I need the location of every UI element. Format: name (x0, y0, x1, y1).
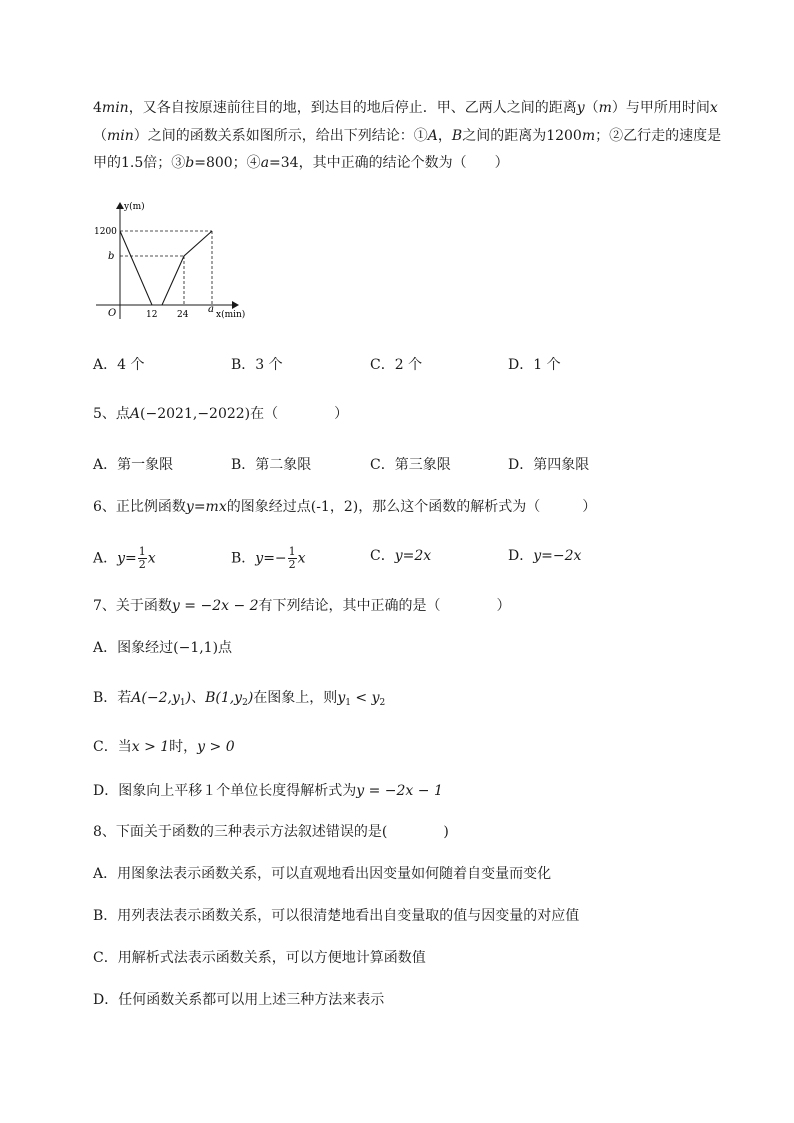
numerator: 1 (138, 545, 146, 558)
q7-option-c[interactable] (93, 737, 235, 757)
q4-math: A (427, 128, 438, 144)
q4-graph (88, 195, 258, 325)
q4-line-1 (93, 98, 718, 118)
subscript: 2 (379, 698, 386, 708)
q5-option-b[interactable]: B．第二象限 (231, 457, 312, 473)
q8-option-a[interactable]: A．用图象法表示函数关系，可以直观地看出因变量如何随着自变量而变化 (93, 866, 552, 882)
q6-option-a[interactable] (93, 546, 156, 571)
q7-text: 有下列结论，其中正确的是（ ） (258, 598, 511, 614)
q4-text: （ (584, 100, 599, 116)
q4-math: y (576, 100, 585, 116)
q7-text: 时， (169, 739, 198, 755)
q4-option-a[interactable]: A．4 个 (93, 357, 145, 373)
q7-option-a[interactable] (93, 638, 232, 658)
q6-math: y=2x (394, 548, 432, 564)
q4-math: min (107, 128, 134, 144)
q6-math: y=−2x (533, 548, 582, 564)
q7-text: 在图象上，则 (253, 690, 338, 706)
q7-text: 、 (191, 690, 206, 706)
q4-math: a (260, 155, 270, 171)
subscript: 2 (242, 698, 248, 708)
q4-text: （ (93, 128, 107, 144)
q4-line-2 (93, 126, 721, 146)
q7-math: < (350, 690, 372, 706)
q7-math: (−1,1) (173, 640, 219, 656)
option-letter: C． (370, 548, 395, 564)
q7-math: y (337, 690, 346, 706)
q5-stem (93, 404, 348, 424)
q6-text: 6、正比例函数 (93, 499, 186, 515)
q4-text: ）与甲所用时间 (611, 100, 710, 116)
q5-option-a[interactable]: A．第一象限 (93, 457, 174, 473)
y-tick-b: b (108, 251, 115, 262)
q4-text: ， (437, 128, 452, 144)
denominator: 2 (288, 558, 296, 571)
q7-math: ) (247, 690, 254, 706)
q7-text: D．图象向上平移１个单位长度得解析式为 (93, 783, 357, 799)
denominator: 2 (138, 558, 146, 571)
subscript: 1 (345, 698, 351, 708)
fraction (138, 546, 147, 571)
x-axis-label: x(min) (216, 310, 246, 320)
q4-text: 之间的距离为1200 (462, 128, 582, 144)
q5-text: 5、点 (93, 406, 130, 422)
q7-text: 7、关于函数 (93, 598, 172, 614)
y-tick-1200: 1200 (94, 227, 117, 237)
q7-option-b[interactable] (93, 688, 385, 713)
q8-option-d[interactable]: D．任何函数关系都可以用上述三种方法来表示 (93, 992, 385, 1008)
q4-option-b[interactable]: B．3 个 (231, 357, 283, 373)
q5-math: (−2021,−2022) (140, 406, 251, 422)
q6-math: y=mx (185, 499, 227, 515)
q6-math: x (297, 550, 306, 567)
q7-text: C．当 (93, 739, 132, 755)
q4-text: 甲的1.5倍；③ (93, 155, 186, 171)
q8-option-c[interactable]: C．用解析式法表示函数关系，可以方便地计算函数值 (93, 950, 426, 966)
q7-math: ) (185, 690, 192, 706)
q8-stem: 8、下面关于函数的三种表示方法叙述错误的是( ) (93, 824, 449, 840)
option-letter: A． (93, 550, 118, 567)
option-letter: D． (508, 548, 534, 564)
q4-math: min (101, 100, 129, 116)
q7-math: y > 0 (197, 739, 235, 755)
q7-math: A(−2,y (131, 690, 180, 706)
q6-text: 的图象经过点(-1，2)，那么这个函数的解析式为（ ） (226, 499, 597, 515)
q4-math: B (451, 128, 463, 144)
x-tick-a: a (208, 304, 214, 315)
q4-text: =800；④ (194, 155, 261, 171)
distance-graph-line (120, 231, 212, 305)
y-axis-label: y(m) (124, 202, 145, 212)
q5-option-c[interactable]: C．第三象限 (370, 457, 451, 473)
q5-math: A (129, 406, 141, 422)
numerator: 1 (288, 545, 296, 558)
q7-option-d[interactable] (93, 781, 443, 801)
q6-math: y=− (255, 550, 287, 567)
q4-text: ；②乙行走的速度是 (595, 128, 722, 144)
q4-line-3 (93, 153, 509, 173)
q4-text: ）之间的函数关系如图所示，给出下列结论：① (133, 128, 428, 144)
x-tick-12: 12 (146, 310, 158, 320)
q7-math: x > 1 (131, 739, 170, 755)
q7-math: y = −2x − 1 (356, 783, 443, 799)
q7-stem (93, 596, 511, 616)
q7-math: y (371, 690, 380, 706)
q4-math: b (185, 155, 195, 171)
q4-math: m (581, 128, 596, 144)
q7-math: y = −2x − 2 (171, 598, 259, 614)
q7-text: B．若 (93, 690, 132, 706)
fraction (288, 546, 297, 571)
option-letter: B． (231, 550, 256, 567)
q8-option-b[interactable]: B．用列表法表示函数关系，可以很清楚地看出自变量取的值与因变量的对应值 (93, 908, 580, 924)
q7-text: A．图象经过 (93, 640, 174, 656)
q5-text: 在（ ） (250, 406, 349, 422)
q6-math: x (147, 550, 156, 567)
q6-stem (93, 497, 596, 517)
q4-math: x (709, 100, 718, 116)
q6-option-c[interactable] (370, 546, 431, 566)
subscript: 1 (179, 698, 186, 708)
q7-math: B(1,y (205, 690, 243, 706)
q6-math: y= (117, 550, 137, 567)
q4-text: =34，其中正确的结论个数为（ ） (269, 155, 509, 171)
q7-text: 点 (218, 640, 233, 656)
q4-text: 4 (93, 100, 102, 116)
q4-option-d[interactable]: D．1 个 (508, 357, 561, 373)
q4-math: m (598, 100, 612, 116)
origin-label: O (108, 308, 117, 319)
q4-option-c[interactable]: C．2 个 (370, 357, 423, 373)
q4-text: ，又各自按原速前往目的地，到达目的地后停止．甲、乙两人之间的距离 (128, 100, 577, 116)
x-tick-24: 24 (177, 310, 189, 320)
q6-option-d[interactable] (508, 546, 581, 566)
q5-option-d[interactable]: D．第四象限 (508, 457, 590, 473)
q6-option-b[interactable] (231, 546, 306, 571)
